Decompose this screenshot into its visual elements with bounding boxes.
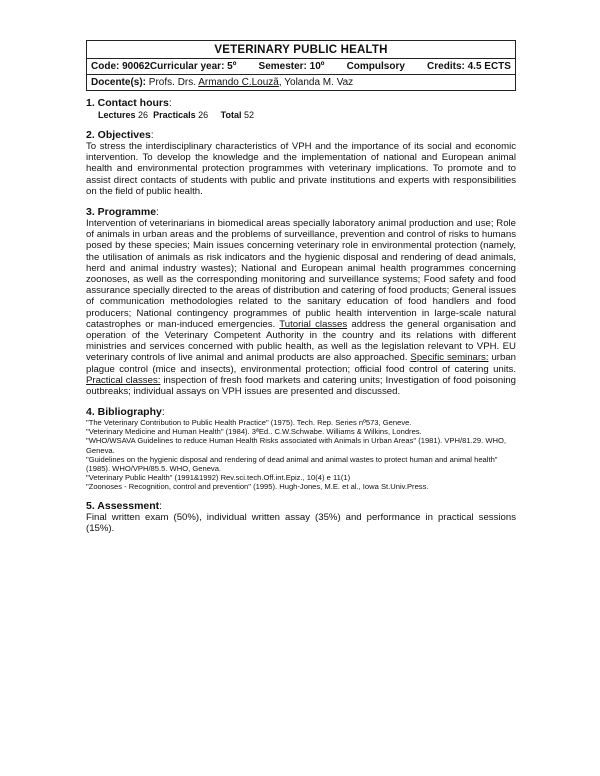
bibliography-item: "WHO/WSAVA Guidelines to reduce Human Health Risks associated with Animals in Urban Areas" (1981). VPH/81.29. WHO, Geneva.: [86, 436, 506, 455]
total-label: Total: [220, 110, 242, 120]
total-value: 52: [244, 110, 255, 120]
programme-text-3: urban plague control (mice and insects), environmental protection; official food control of catering units.: [86, 352, 517, 375]
course-code: Code: 90062: [91, 61, 150, 72]
section-heading: 5. Assessment:: [86, 500, 163, 513]
document-page: [86, 40, 516, 534]
objectives-text: To stress the interdisciplinary characteristics of VPH and the importance of its social and economic intervention. To develop the knowledge and the implementation of national and European animal health and environmental protection programmes with veterinary implications. To promote and to assist direct contacts of students with public and private institutions and experts with responsibilities on the field of public health.: [86, 141, 516, 197]
semester: Semester: 10º: [258, 61, 325, 72]
bibliography-item: "The Veterinary Contribution to Public Health Practice" (1975). Tech. Rep. Series nº573, Geneve.: [86, 418, 412, 428]
curricular-year: Curricular year: 5º: [149, 61, 237, 72]
section-heading: 1. Contact hours:: [86, 97, 172, 109]
course-header-box: [86, 40, 516, 91]
programme-heading: 3. Programme: [86, 206, 157, 219]
tutorial-classes-label: Tutorial classes: [279, 318, 348, 330]
lectures-label: Lectures: [98, 110, 136, 120]
assessment-text: Final written exam (50%), individual written assay (35%) and performance in practical sessions (15%).: [86, 512, 516, 535]
section-heading: 3. Programme:: [86, 206, 159, 219]
practicals-label: Practicals: [153, 110, 196, 120]
practicals-value: 26: [198, 110, 209, 120]
programme-text: [86, 218, 516, 397]
course-title: VETERINARY PUBLIC HEALTH: [87, 41, 515, 59]
contact-hours-values: [98, 110, 516, 120]
bibliography-heading: 4. Bibliography: [86, 406, 162, 419]
bibliography-item: "Veterinary Public Health" (1991&1992) Rev.sci.tech.Off.int.Epiz., 10(4) e 11(1): [86, 472, 351, 482]
bibliography-section: [86, 406, 516, 491]
section-heading: 2. Objectives:: [86, 129, 154, 141]
docente-main: Armando C.Louzã: [198, 77, 279, 88]
course-type: Compulsory: [346, 61, 405, 72]
course-code-and-year: [91, 61, 236, 72]
section-heading: 4. Bibliography:: [86, 406, 165, 419]
bibliography-item: "Veterinary Medicine and Human Health" (1984). 3ªEd.. C.W.Schwabe. Williams & Wilkins, Londres.: [86, 427, 422, 437]
bibliography-item: "Guidelines on the hygienic disposal and rendering of dead animal and animal wastes to protect human and animal health" (1985). WHO/VPH/85.5. WHO, Geneva.: [86, 454, 498, 473]
contact-hours-section: [86, 97, 516, 120]
bibliography-item: "Zoonoses - Recognition, control and prevention" (1995). Hugh-Jones, M.E. et al., Iowa St.Univ.Press.: [86, 481, 429, 491]
docentes-prefix: Profs. Drs.: [148, 77, 197, 88]
programme-text-4: inspection of fresh food markets and catering units; Investigation of food poisoning outbreaks; individual assays on VPH issues are presented and discussed.: [86, 374, 517, 398]
objectives-section: [86, 129, 516, 197]
docente-others: , Yolanda M. Vaz: [278, 77, 354, 88]
course-meta-row: [87, 59, 515, 75]
bibliography-list: [86, 418, 516, 491]
lectures-value: 26: [138, 110, 149, 120]
programme-section: [86, 206, 516, 397]
programme-text-2: address the general organisation and operation of the Veterinary Competent Authority in the country and its relations with different ministries and services concerned with public health, as well as the legislation relevant to VPH. EU veterinary controls of live animal and animal products are also approached.: [86, 318, 517, 364]
docentes-row: [87, 75, 515, 90]
programme-text-1: Intervention of veterinarians in biomedical areas specially laboratory animal production and use; Role of animals in urban areas and the problems of surveillance, prevention and control of risks to humans posed by these species; Main issues concerning veterinary role in environmental protection (namely, the utilisation of animals as risk indicators and the hygienic disposal and rendering of dead animals, herd and animal industry wastes); National and European animal health programmes concerning zoonoses, as well as the corresponding monitoring and surveillance systems; Food safety and food assurance specially directed to the areas of distribution and catering of food products; General issues of communication methodologies related to the sanitary education of food handlers and food producers; National contingency programmes of public health intervention in large-scale natural catastrophes or man-induced emergencies.: [86, 218, 516, 330]
specific-seminars-label: Specific seminars:: [410, 352, 489, 364]
practical-classes-label: Practical classes:: [86, 374, 161, 386]
objectives-heading: 2. Objectives: [86, 129, 151, 141]
contact-hours-heading: 1. Contact hours: [86, 97, 169, 109]
assessment-heading: 5. Assessment: [86, 500, 160, 513]
credits: Credits: 4.5 ECTS: [427, 61, 511, 72]
docentes-label: Docente(s):: [91, 77, 147, 88]
assessment-section: [86, 500, 516, 534]
